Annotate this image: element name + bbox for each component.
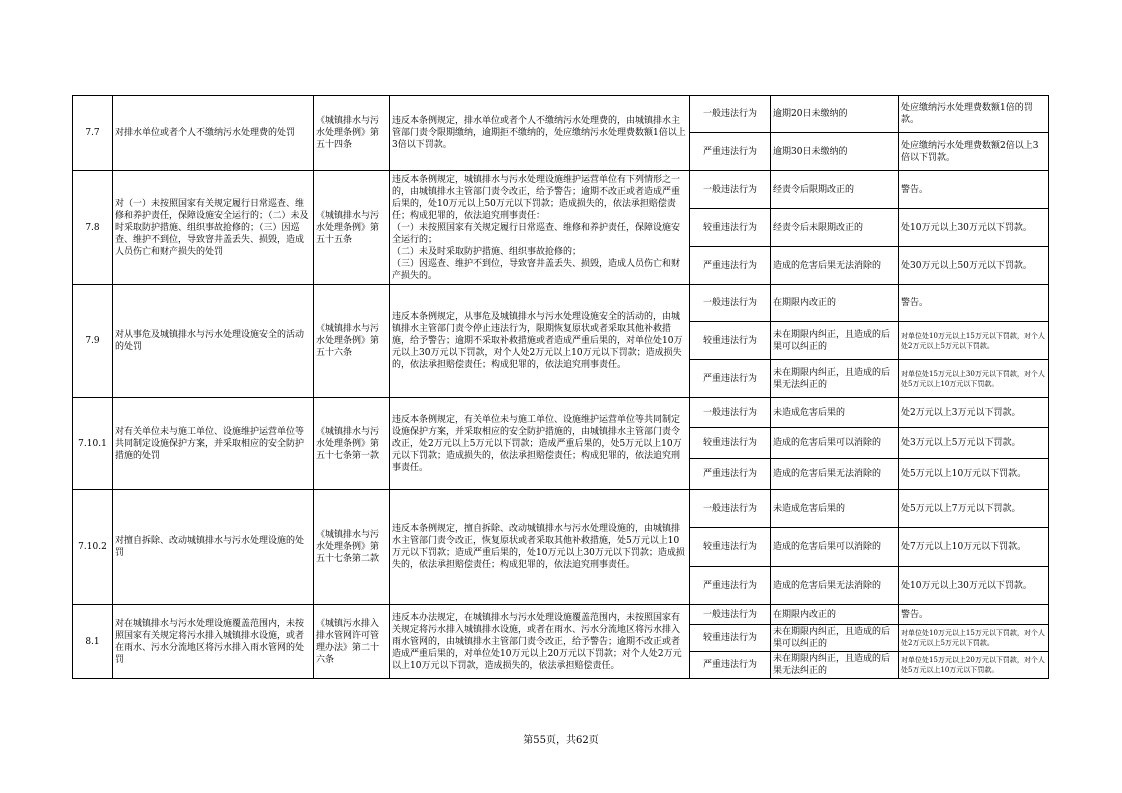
penalty-standard-cell: 处10万元以上30万元以下罚款。 xyxy=(899,567,1049,605)
legal-basis-cell: 《城镇排水与污水处理条例》第五十四条 xyxy=(314,96,390,171)
violation-level-cell: 严重违法行为 xyxy=(690,247,771,285)
table-row xyxy=(73,490,1049,528)
penalty-standards-table xyxy=(72,95,1049,679)
violation-behavior-cell: 对擅自拆除、改动城镇排水与污水处理设施的处罚 xyxy=(113,490,314,605)
item-number-cell: 7.8 xyxy=(73,171,113,285)
circumstance-cell: 在期限内改正的 xyxy=(771,285,899,322)
circumstance-cell: 未在期限内纠正，且造成的后果无法纠正的 xyxy=(771,652,899,679)
violation-level-cell: 较重违法行为 xyxy=(690,528,771,567)
circumstance-cell: 造成的危害后果无法消除的 xyxy=(771,459,899,490)
circumstance-cell: 未造成危害后果的 xyxy=(771,490,899,528)
violation-level-cell: 严重违法行为 xyxy=(690,567,771,605)
table-row xyxy=(73,171,1049,209)
circumstance-cell: 造成的危害后果无法消除的 xyxy=(771,247,899,285)
circumstance-cell: 经责令后限期改正的 xyxy=(771,171,899,209)
item-number-cell: 8.1 xyxy=(73,605,113,679)
penalty-standard-cell: 对单位处10万元以上15万元以下罚款，对个人处2万元以上5万元以下罚款。 xyxy=(899,625,1049,652)
circumstance-cell: 逾期30日未缴纳的 xyxy=(771,133,899,171)
penalty-standard-cell: 处5万元以上7万元以下罚款。 xyxy=(899,490,1049,528)
violation-level-cell: 一般违法行为 xyxy=(690,490,771,528)
circumstance-cell: 逾期20日未缴纳的 xyxy=(771,96,899,133)
violation-level-cell: 严重违法行为 xyxy=(690,459,771,490)
circumstance-cell: 未在期限内纠正，且造成的后果无法纠正的 xyxy=(771,360,899,398)
penalty-standard-cell: 处7万元以上10万元以下罚款。 xyxy=(899,528,1049,567)
violation-level-cell: 一般违法行为 xyxy=(690,605,771,625)
table-row xyxy=(73,605,1049,625)
violation-behavior-cell: 对在城镇排水与污水处理设施覆盖范围内，未按照国家有关规定将污水排入城镇排水设施，或者在雨水、污水分流地区将污水排入雨水管网的处罚 xyxy=(113,605,314,679)
violation-behavior-cell: 对（一）未按照国家有关规定履行日常巡查、维修和养护责任，保障设施安全运行的；（二）未及时采取防护措施、组织事故抢修的；（三）因巡查、维护不到位，导致窨井盖丢失、损毁，造成人员伤亡和财产损失的处罚 xyxy=(113,171,314,285)
violation-behavior-cell: 对从事危及城镇排水与污水处理设施安全的活动的处罚 xyxy=(113,285,314,398)
circumstance-cell: 经责令后未限期改正的 xyxy=(771,209,899,247)
penalty-provision-cell: 违反本办法规定，在城镇排水与污水处理设施覆盖范围内，未按照国家有关规定将污水排入城镇排水设施，或者在雨水、污水分流地区将污水排入雨水管网的，由城镇排水主管部门责令改正，给予警告；逾期不改正或者造成严重后果的，对单位处10万元以上20万元以下罚款；对个人处2万元以上10万元以下罚款，造成损失的，依法承担赔偿责任。 xyxy=(390,605,690,679)
violation-level-cell: 一般违法行为 xyxy=(690,171,771,209)
penalty-provision-cell: 违反本条例规定，城镇排水与污水处理设施维护运营单位有下列情形之一的，由城镇排水主管部门责令改正，给予警告；逾期不改正或者造成严重后果的，处10万元以上50万元以下罚款；造成损失的，依法承担赔偿责任；构成犯罪的，依法追究刑事责任： （一）未按照国家有关规定履行日常巡查、维修和养护责任，保障设施安全运行的； （二）未及时采取防护措施、组织事故抢修的； （三）因巡查、维护不到位，导致窨井盖丢失、损毁，造成人员伤亡和财产损失的。 xyxy=(390,171,690,285)
circumstance-cell: 造成的危害后果可以消除的 xyxy=(771,428,899,459)
circumstance-cell: 未造成危害后果的 xyxy=(771,398,899,428)
penalty-standard-cell: 对单位处10万元以上15万元以下罚款，对个人处2万元以上5万元以下罚款。 xyxy=(899,322,1049,360)
item-number-cell: 7.7 xyxy=(73,96,113,171)
page-footer: 第55页，共62页 xyxy=(523,735,599,746)
violation-behavior-cell: 对排水单位或者个人不缴纳污水处理费的处罚 xyxy=(113,96,314,171)
penalty-standard-cell: 处2万元以上3万元以下罚款。 xyxy=(899,398,1049,428)
penalty-standard-cell: 对单位处15万元以上30万元以下罚款，对个人处5万元以上10万元以下罚款。 xyxy=(899,360,1049,398)
violation-level-cell: 较重违法行为 xyxy=(690,209,771,247)
legal-basis-cell: 《城镇污水排入排水管网许可管理办法》第二十六条 xyxy=(314,605,390,679)
penalty-standard-cell: 处30万元以上50万元以下罚款。 xyxy=(899,247,1049,285)
violation-level-cell: 严重违法行为 xyxy=(690,360,771,398)
penalty-provision-cell: 违反本条例规定，擅自拆除、改动城镇排水与污水处理设施的，由城镇排水主管部门责令改正，恢复原状或者采取其他补救措施，处5万元以上10万元以下罚款；造成严重后果的，处10万元以上30万元以下罚款；造成损失的，依法承担赔偿责任；构成犯罪的，依法追究刑事责任。 xyxy=(390,490,690,605)
circumstance-cell: 未在期限内纠正，且造成的后果可以纠正的 xyxy=(771,625,899,652)
penalty-standard-cell: 处3万元以上5万元以下罚款。 xyxy=(899,428,1049,459)
legal-basis-cell: 《城镇排水与污水处理条例》第五十六条 xyxy=(314,285,390,398)
legal-basis-cell: 《城镇排水与污水处理条例》第五十五条 xyxy=(314,171,390,285)
penalty-standard-cell: 处5万元以上10万元以下罚款。 xyxy=(899,459,1049,490)
violation-level-cell: 较重违法行为 xyxy=(690,428,771,459)
table-row xyxy=(73,96,1049,133)
legal-basis-cell: 《城镇排水与污水处理条例》第五十七条第一款 xyxy=(314,398,390,490)
penalty-provision-cell: 违反本条例规定，从事危及城镇排水与污水处理设施安全的活动的，由城镇排水主管部门责令停止违法行为，限期恢复原状或者采取其他补救措施，给予警告；逾期不采取补救措施或者造成严重后果的，对单位处10万元以上30万元以下罚款，对个人处2万元以上10万元以下罚款；造成损失的，依法承担赔偿责任；构成犯罪的，依法追究刑事责任。 xyxy=(390,285,690,398)
item-number-cell: 7.10.1 xyxy=(73,398,113,490)
penalty-standard-cell: 对单位处15万元以上20万元以下罚款，对个人处5万元以上10万元以下罚款。 xyxy=(899,652,1049,679)
penalty-standard-cell: 处应缴纳污水处理费数额1倍的罚款。 xyxy=(899,96,1049,133)
violation-level-cell: 较重违法行为 xyxy=(690,322,771,360)
penalty-standard-cell: 警告。 xyxy=(899,605,1049,625)
circumstance-cell: 造成的危害后果无法消除的 xyxy=(771,567,899,605)
item-number-cell: 7.9 xyxy=(73,285,113,398)
violation-level-cell: 一般违法行为 xyxy=(690,285,771,322)
violation-level-cell: 严重违法行为 xyxy=(690,133,771,171)
circumstance-cell: 未在期限内纠正，且造成的后果可以纠正的 xyxy=(771,322,899,360)
circumstance-cell: 在期限内改正的 xyxy=(771,605,899,625)
violation-level-cell: 一般违法行为 xyxy=(690,96,771,133)
penalty-standard-cell: 警告。 xyxy=(899,285,1049,322)
table-row xyxy=(73,398,1049,428)
table-row xyxy=(73,285,1049,322)
penalty-standard-cell: 处10万元以上30万元以下罚款。 xyxy=(899,209,1049,247)
circumstance-cell: 造成的危害后果可以消除的 xyxy=(771,528,899,567)
violation-level-cell: 一般违法行为 xyxy=(690,398,771,428)
legal-basis-cell: 《城镇排水与污水处理条例》第五十七条第二款 xyxy=(314,490,390,605)
penalty-standard-cell: 警告。 xyxy=(899,171,1049,209)
violation-behavior-cell: 对有关单位未与施工单位、设施维护运营单位等共同制定设施保护方案，并采取相应的安全防护措施的处罚 xyxy=(113,398,314,490)
violation-level-cell: 较重违法行为 xyxy=(690,625,771,652)
item-number-cell: 7.10.2 xyxy=(73,490,113,605)
penalty-provision-cell: 违反本条例规定，有关单位未与施工单位、设施维护运营单位等共同制定设施保护方案，并采取相应的安全防护措施的，由城镇排水主管部门责令改正，处2万元以上5万元以下罚款；造成严重后果的，处5万元以上10万元以下罚款；造成损失的，依法承担赔偿责任；构成犯罪的，依法追究刑事责任。 xyxy=(390,398,690,490)
penalty-standard-cell: 处应缴纳污水处理费数额2倍以上3倍以下罚款。 xyxy=(899,133,1049,171)
violation-level-cell: 严重违法行为 xyxy=(690,652,771,679)
penalty-provision-cell: 违反本条例规定，排水单位或者个人不缴纳污水处理费的，由城镇排水主管部门责令限期缴纳，逾期拒不缴纳的，处应缴纳污水处理费数额1倍以上3倍以下罚款。 xyxy=(390,96,690,171)
